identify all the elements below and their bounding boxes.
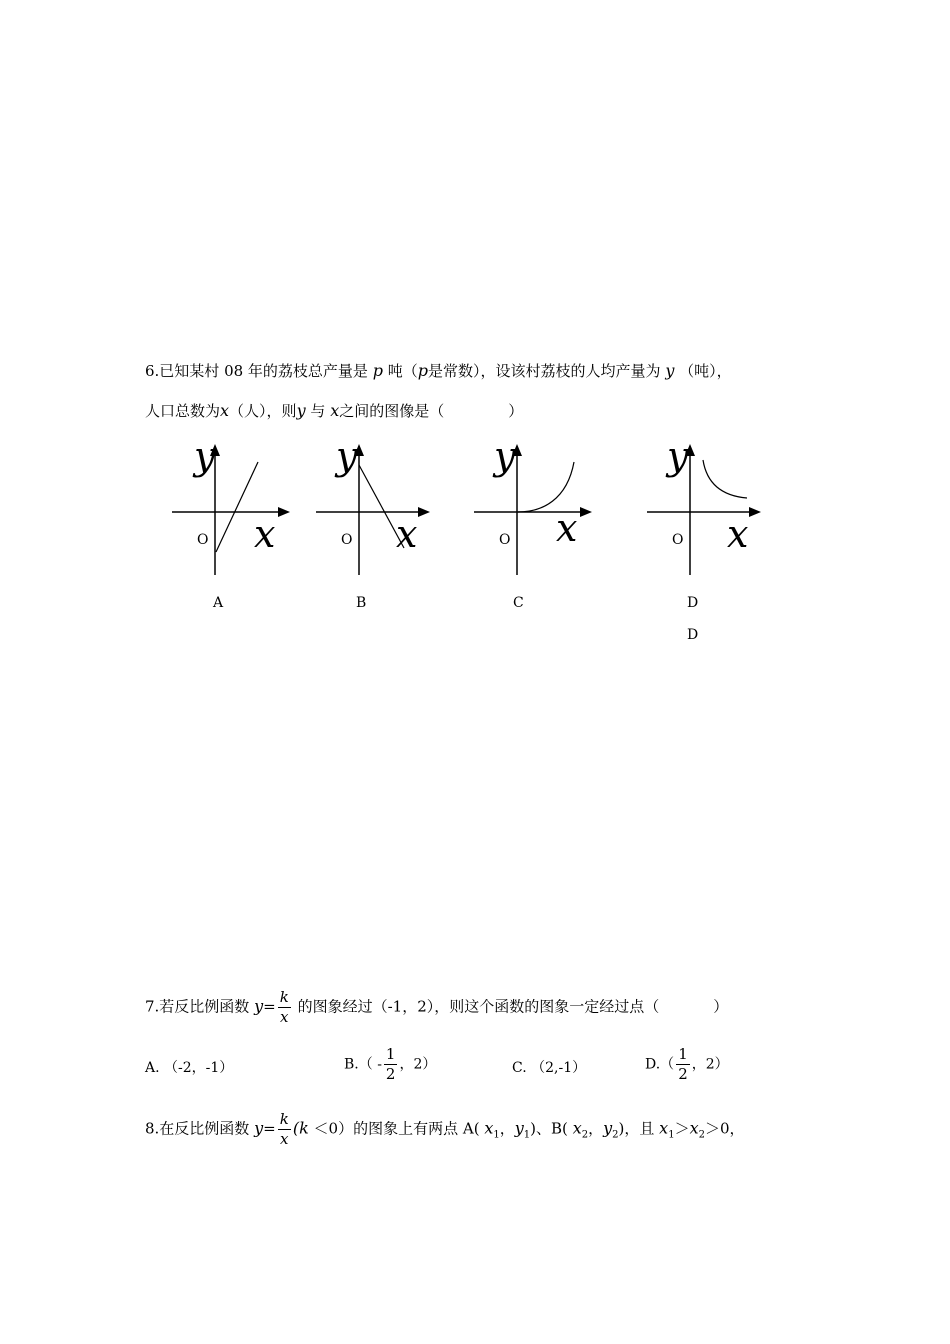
- var-x1: x: [659, 1118, 669, 1138]
- graph-d-curve: [703, 460, 747, 498]
- graph-a-line: [216, 462, 258, 552]
- frac-den: x: [280, 1008, 289, 1026]
- var-y: y: [296, 401, 306, 420]
- frac-num: 1: [678, 1045, 688, 1063]
- option-label-b: B: [356, 595, 367, 611]
- graph-b: [314, 434, 444, 611]
- var-x1: x: [484, 1118, 494, 1138]
- q6-line2: [145, 400, 523, 421]
- subscript: 2: [612, 1129, 619, 1141]
- option-b-suffix: ，2）: [399, 1056, 437, 1073]
- frac-den: x: [280, 1130, 289, 1148]
- paren: (: [292, 1118, 300, 1138]
- option-label-c: C: [513, 595, 524, 611]
- var-y2: y: [603, 1118, 613, 1138]
- y-axis-label: y: [194, 434, 216, 478]
- q6-text: 吨（: [387, 362, 418, 380]
- frac-den: 2: [385, 1065, 396, 1083]
- graph-c-svg: [472, 440, 602, 580]
- origin-label: O: [197, 532, 209, 548]
- option-d-suffix: ，2）: [691, 1056, 729, 1073]
- extra-label-d: D: [687, 627, 699, 643]
- fraction-k-over-x: [278, 1110, 291, 1149]
- x-axis-label: x: [396, 512, 418, 556]
- q7-option-b: [344, 1045, 436, 1084]
- graph-d-svg: [645, 440, 775, 580]
- graph-d: [645, 434, 775, 643]
- graph-a-svg: [170, 440, 300, 580]
- q7-text: 7.若反比例函数: [145, 997, 250, 1016]
- q6-text: 6.已知某村 08 年的荔枝总产量是: [145, 362, 368, 380]
- q6-text: 人口总数为: [145, 402, 221, 420]
- q8-text: )，且: [618, 1119, 655, 1138]
- var-y: y: [254, 1118, 264, 1138]
- var-y: y: [665, 361, 675, 380]
- option-label-a: A: [213, 595, 224, 611]
- y-axis-label: y: [336, 434, 358, 478]
- q7-line: [145, 988, 728, 1027]
- q7-option-c: C. （2,-1）: [512, 1060, 587, 1076]
- var-x2: x: [689, 1118, 699, 1138]
- subscript: 1: [668, 1129, 675, 1141]
- fraction-k-over-x: [278, 988, 291, 1027]
- origin-label: O: [672, 532, 684, 548]
- equals-sign: =: [263, 997, 276, 1016]
- frac-num: k: [279, 1110, 289, 1128]
- q6-text: 是常数），设该村荔枝的人均产量为: [428, 362, 661, 380]
- var-y: y: [254, 996, 264, 1016]
- option-label-d: D: [687, 595, 699, 611]
- equals-sign: =: [263, 1119, 276, 1138]
- q6-text: 之间的图像是（: [339, 402, 445, 420]
- y-axis-label: y: [667, 434, 689, 478]
- q6-text: ）: [508, 402, 524, 420]
- var-k: k: [299, 1118, 309, 1138]
- var-x: x: [330, 401, 340, 420]
- x-axis-label: x: [556, 506, 578, 550]
- frac-num: 1: [385, 1045, 396, 1063]
- q8-text: ＜0）的图象上有两点 A(: [313, 1119, 480, 1138]
- subscript: 2: [581, 1129, 589, 1141]
- graph-c: [472, 434, 602, 611]
- x-axis-label: x: [727, 512, 749, 556]
- option-b-prefix: B.（ -: [344, 1056, 382, 1073]
- q6-text: （吨），: [679, 362, 732, 380]
- subscript: 2: [698, 1129, 705, 1141]
- comma: ，: [588, 1119, 604, 1138]
- subscript: 1: [493, 1129, 500, 1141]
- frac-num: k: [279, 988, 289, 1006]
- var-p: p: [417, 361, 429, 380]
- greater-than: ＞: [674, 1119, 690, 1138]
- graph-a: [170, 434, 300, 611]
- q6-text: 与: [310, 402, 326, 420]
- q6-text: （人），则: [229, 402, 297, 420]
- var-y1: y: [514, 1118, 524, 1138]
- origin-label: O: [341, 532, 353, 548]
- graph-b-svg: [314, 440, 444, 580]
- q7-text: 的图象经过（-1，2），则这个函数的图象一定经过点（: [297, 997, 660, 1016]
- var-p: p: [372, 361, 383, 380]
- q6-line1: [145, 360, 732, 381]
- origin-label: O: [499, 532, 511, 548]
- var-x: x: [220, 401, 230, 420]
- subscript: 1: [523, 1129, 531, 1141]
- x-axis-label: x: [254, 512, 276, 556]
- q8-text: 8.在反比例函数: [145, 1119, 250, 1138]
- q7-option-a: A. （-2，-1）: [145, 1060, 234, 1076]
- q8-text: )、B(: [530, 1119, 568, 1138]
- q7-option-d: [645, 1045, 729, 1084]
- var-x2: x: [572, 1118, 582, 1138]
- q8-text: ＞0，: [705, 1119, 745, 1138]
- q8-line: [145, 1110, 745, 1149]
- graph-c-curve: [518, 462, 574, 512]
- y-axis-label: y: [494, 434, 516, 478]
- frac-den: 2: [678, 1065, 688, 1083]
- q7-text: ）: [713, 997, 729, 1016]
- option-d-prefix: D.（: [645, 1056, 675, 1073]
- comma: ，: [499, 1119, 515, 1138]
